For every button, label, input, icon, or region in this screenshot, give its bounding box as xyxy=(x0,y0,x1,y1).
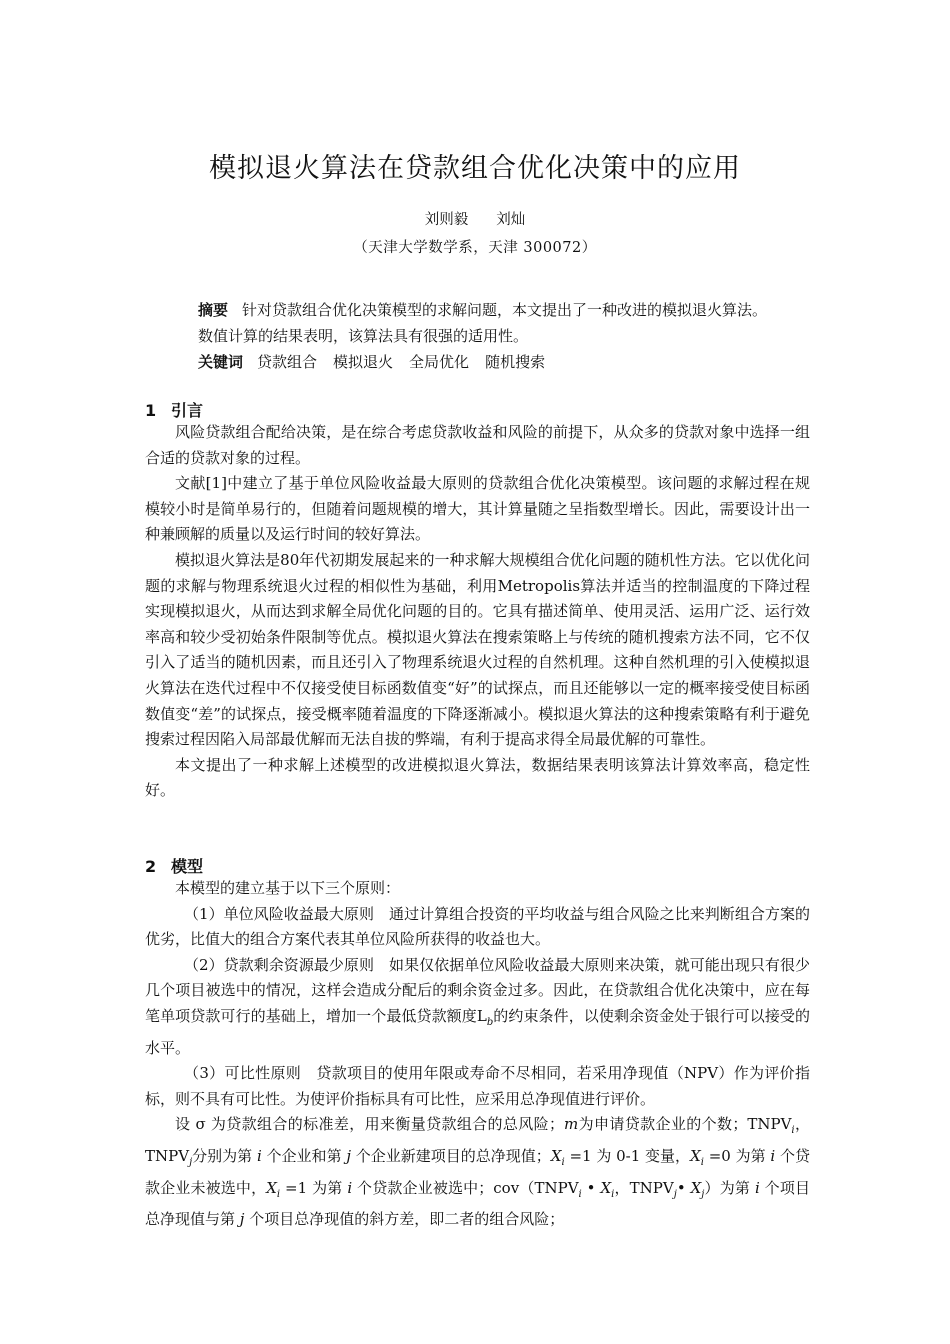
abstract-block xyxy=(198,297,768,375)
notation-paragraph: 设 σ 为贷款组合的标准差，用来衡量贷款组合的总风险；m为申请贷款企业的个数；$TNPV_i$，$TNPV_j$分别为第 i 个企业和第 j 个企业新建项目的总净现值；$X_i =1$ 为 0-1 变量，$X_i =0$ 为第 i 个贷款企业未被选中，$X_i =1$ 为第 i 个贷款企业被选中；$cov(TNPV_i$ • $X_i$，$TNPV_j•$ $X_j$）为第 i 个项目总净现值与第 j 个项目总净现值的斜方差，即二者的组合风险； xyxy=(145,1115,810,1229)
keyword: 贷款组合 xyxy=(257,353,318,371)
abstract-paragraph xyxy=(198,297,768,349)
principle-1: （1）单位风险收益最大原则 通过计算组合投资的平均收益与组合风险之比来判断组合方案的优劣，比值大的组合方案代表其单位风险所获得的收益也大。 xyxy=(145,904,810,949)
keywords-line xyxy=(198,349,768,375)
keyword: 随机搜索 xyxy=(485,353,546,371)
section-title: 模型 xyxy=(171,857,204,876)
section-title: 引言 xyxy=(171,401,204,420)
keyword: 全局优化 xyxy=(409,353,470,371)
affiliation: （天津大学数学系，天津 300072） xyxy=(353,240,597,256)
author-name: 刘灿 xyxy=(496,212,526,228)
principle-2: （2）贷款剩余资源最少原则 如果仅依据单位风险收益最大原则来决策，就可能出现只有很少几个项目被选中的情况，这样会造成分配后的剩余资金过多。因此，在贷款组合优化决策中，应在每笔单项贷款可行的基础上，增加一个最低贷款额度$L_b$的约束条件，以使剩余资金处于银行可以接受的水平。 xyxy=(145,955,810,1057)
paper-title: 模拟退火算法在贷款组合优化决策中的应用 xyxy=(209,153,741,184)
paragraph: 文献[1]中建立了基于单位风险收益最大原则的贷款组合优化决策模型。该问题的求解过程在规模较小时是简单易行的，但随着问题规模的增大，其计算量随之呈指数型增长。因此，需要设计出一种兼顾解的质量以及运行时间的较好算法。 xyxy=(145,474,810,544)
author-list xyxy=(0,208,950,229)
section-2-body xyxy=(145,876,810,1233)
paragraph: 风险贷款组合配给决策，是在综合考虑贷款收益和风险的前提下，从众多的贷款对象中选择一组合适的贷款对象的过程。 xyxy=(145,423,810,467)
principle-3: （3）可比性原则 贷款项目的使用年限或寿命不尽相同，若采用净现值（NPV）作为评价指标，则不具有可比性。为使评价指标具有可比性，应采用总净现值进行评价。 xyxy=(145,1064,810,1108)
paragraph: 本模型的建立基于以下三个原则： xyxy=(175,879,401,897)
section-number: 1 xyxy=(145,401,157,420)
paragraph: 本文提出了一种求解上述模型的改进模拟退火算法，数据结果表明该算法计算效率高，稳定性好。 xyxy=(145,755,810,800)
abstract-label: 摘要 xyxy=(198,301,229,319)
keyword: 模拟退火 xyxy=(333,353,394,371)
section-number: 2 xyxy=(145,857,157,876)
section-heading-1 xyxy=(145,398,203,421)
keywords-label: 关键词 xyxy=(198,353,244,371)
paragraph: 模拟退火算法是80年代初期发展起来的一种求解大规模组合优化问题的随机性方法。它以优化问题的求解与物理系统退火过程的相似性为基础，利用Metropolis算法并适当的控制温度的下降过程实现模拟退火，从而达到求解全局优化问题的目的。它具有描述简单、使用灵活、运用广泛、运行效率高和较少受初始条件限制等优点。模拟退火算法在搜索策略上与传统的随机搜索方法不同，它不仅引入了适当的随机因素，而且还引入了物理系统退火过程的自然机理。这种自然机理的引入使模拟退火算法在迭代过程中不仅接受使目标函数值变“好”的试探点，而且还能够以一定的概率接受使目标函数值变“差”的试探点，接受概率随着温度的下降逐渐减小。模拟退火算法的这种搜索策略有利于避免搜索过程因陷入局部最优解而无法自拔的弊端，有利于提高求得全局最优解的可靠性。 xyxy=(145,550,810,749)
section-heading-2 xyxy=(145,854,203,877)
author-name: 刘则毅 xyxy=(424,212,469,228)
abstract-text: 针对贷款组合优化决策模型的求解问题，本文提出了一种改进的模拟退火算法。数值计算的结果表明，该算法具有很强的适用性。 xyxy=(198,301,768,345)
section-1-body xyxy=(145,420,810,804)
